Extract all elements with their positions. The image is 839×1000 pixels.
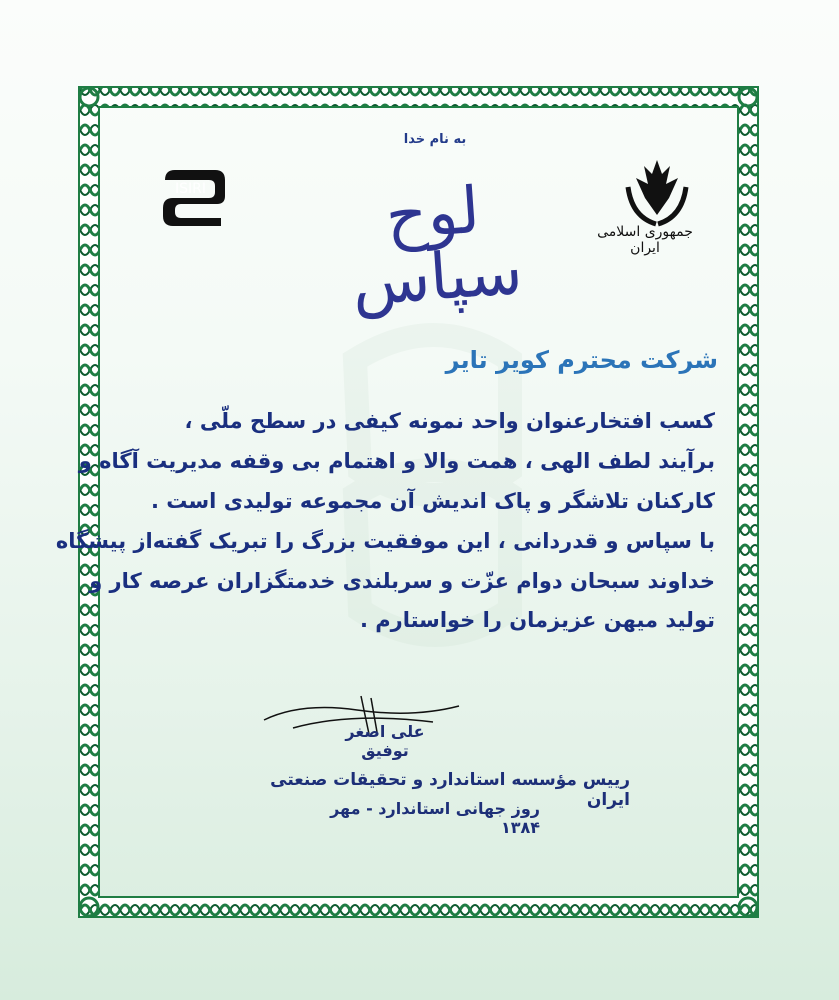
emblem-label: جمهوری اسلامی ایران [597,224,693,256]
signatory-position: رییس مؤسسه استاندارد و تحقیقات صنعتی ایران [270,770,630,810]
certificate-body [55,402,715,641]
certificate-date: روز جهانی استاندارد - مهر ۱۳۸۴ [330,799,540,837]
body-line-3: کارکنان تلاشگر و پاک اندیش آن مجموعه تولیدی است . [151,488,715,513]
page-title: لوح سپاس [349,173,525,321]
isiri-logo-text: ISIRI [175,181,207,197]
iran-emblem-icon [616,152,698,230]
signatory-name: علی اصغر توفیق [345,722,425,760]
body-line-5: خداوند سبحان دوام عزّت و سربلندی خدمتگزاران عرصه کار و [89,568,715,593]
body-line-6: تولید میهن عزیزمان را خواستارم . [359,608,715,633]
recipient-line: شرکت محترم کویر تایر [445,346,718,374]
basmala: به نام خدا [403,132,467,147]
body-line-4: با سپاس و قدردانی ، این موفقیت بزرگ را تبریک گفته‌از پیشگاه [55,528,715,553]
body-line-1: کسب افتخارعنوان واحد نمونه کیفی در سطح ملّی ، [184,409,715,433]
body-line-2: برآیند لطف الهی ، همت والا و اهتمام بی وقفه مدیریت آگاه و [78,448,715,473]
isiri-logo-icon [155,162,231,234]
